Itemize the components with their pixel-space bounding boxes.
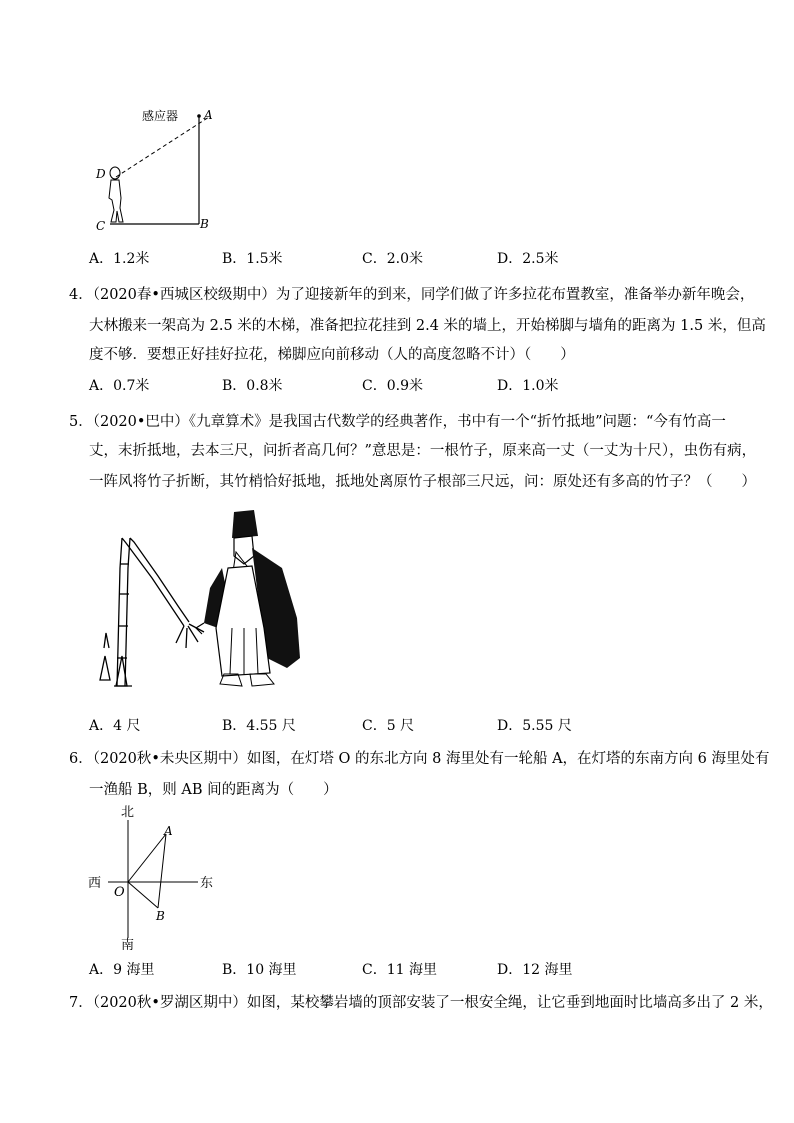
q6-option-d[interactable]: D．12 海里 [497,962,573,978]
q6-option-c[interactable]: C．11 海里 [362,962,437,978]
label-b: B [156,909,165,923]
q3-option-c[interactable]: C．2.0米 [362,251,423,267]
q6-line-1: 6．（2020秋•未央区期中）如图，在灯塔 O 的东北方向 8 海里处有一轮船 A，在灯塔的东南方向 6 海里处有 [69,751,770,767]
q4-option-b[interactable]: B．0.8米 [222,378,283,394]
q5-option-a[interactable]: A．4 尺 [89,718,141,734]
q5-option-c[interactable]: C．5 尺 [362,718,415,734]
label-a: A [204,108,213,122]
sensor-label: 感应器 [142,109,179,123]
q4-option-a[interactable]: A．0.7米 [89,378,150,394]
q6-option-b[interactable]: B．10 海里 [222,962,297,978]
q4-line-1: 4．（2020春•西城区校级期中）为了迎接新年的到来，同学们做了许多拉花布置教室，准备举办新年晚会， [69,287,755,303]
segment-oa [128,834,166,882]
q5-option-b[interactable]: B．4.55 尺 [222,718,296,734]
figure-q6-compass [86,802,226,952]
label-east: 东 [200,876,214,891]
label-west: 西 [88,876,102,891]
label-b: B [200,217,209,231]
q5-option-d[interactable]: D．5.55 尺 [497,718,572,734]
q4-option-c[interactable]: C．0.9米 [362,378,423,394]
label-c: C [96,219,106,233]
q3-option-d[interactable]: D．2.5米 [497,251,559,267]
q5-line-2: 丈，末折抵地，去本三尺，问折者高几何？”意思是：一根竹子，原来高一丈（一丈为十尺），虫伤有病， [89,443,757,459]
label-a: A [164,824,173,838]
person-icon [109,167,123,222]
scholar-icon [196,510,300,686]
label-south: 南 [121,938,135,952]
segment-ob [128,882,158,908]
label-d: D [96,167,106,181]
q3-option-a[interactable]: A．1.2米 [89,251,150,267]
q6-option-a[interactable]: A．9 海里 [89,962,155,978]
q4-line-3: 度不够．要想正好挂好拉花，梯脚应向前移动（人的高度忽略不计）（ ） [89,347,575,363]
q4-option-d[interactable]: D．1.0米 [497,378,559,394]
q7-line-1: 7．（2020秋•罗湖区期中）如图，某校攀岩墙的顶部安装了一根安全绳，让它垂到地面时比墙高多出了 2 米， [69,995,773,1011]
q3-option-b[interactable]: B．1.5米 [222,251,283,267]
dashed-line-da [116,117,209,177]
label-north: 北 [121,805,135,820]
label-o: O [114,885,125,900]
q4-line-2: 大林搬来一架高为 2.5 米的木梯，准备把拉花挂到 2.4 米的墙上，开始梯脚与墙角的距离为 1.5 米，但高 [89,318,766,334]
q6-line-2: 一渔船 B，则 AB 间的距离为（ ） [89,782,338,798]
segment-ab [158,834,166,908]
q5-line-1: 5．（2020•巴中）《九章算术》是我国古代数学的经典著作，书中有一个“折竹抵地”问题：“今有竹高一 [69,414,726,430]
figure-q5-bamboo-scholar [92,508,307,693]
figure-q3-sensor [90,100,230,235]
bamboo-icon [100,538,204,686]
q5-line-3: 一阵风将竹子折断，其竹梢恰好抵地，抵地处离原竹子根部三尺远，问：原处还有多高的竹子？（ ） [89,474,756,490]
